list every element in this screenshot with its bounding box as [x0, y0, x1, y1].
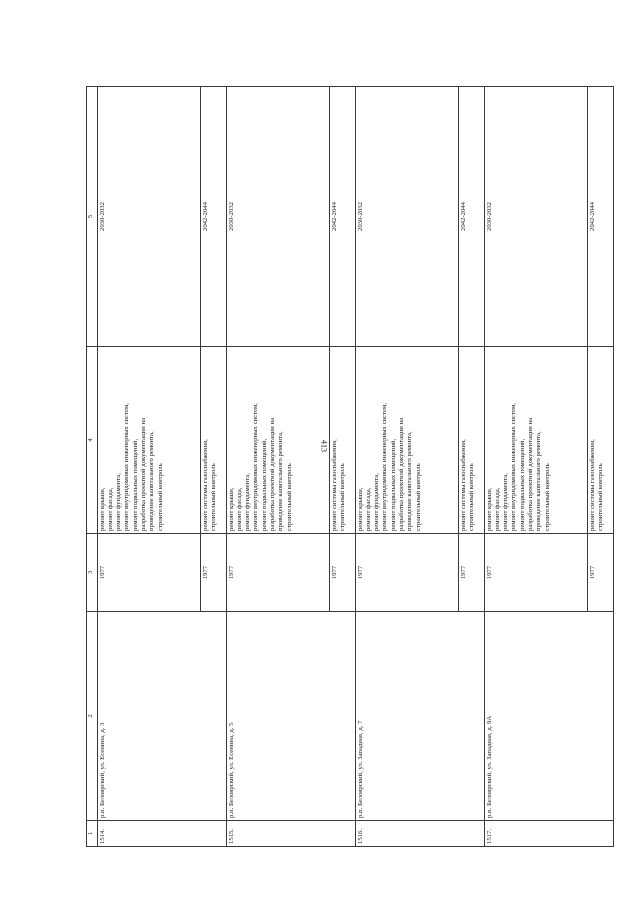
work-item: разработка проектной документации на — [269, 417, 277, 531]
work-item: ремонт крыши, — [227, 487, 235, 531]
work-item: строительный контроль — [156, 463, 164, 531]
work-item: ремонт фасада, — [235, 487, 243, 531]
header-col-2: 2 — [87, 612, 98, 821]
period-cell: 2030-2032 — [226, 87, 329, 347]
year-cell: 1977 — [587, 534, 613, 612]
table-row — [97, 87, 200, 847]
work-item: строительный контроль — [338, 463, 346, 531]
work-item: проведение капитального ремонта, — [277, 431, 285, 531]
work-item: ремонт подвальных помещений, — [260, 438, 268, 531]
period-cell: 2042-2044 — [200, 87, 226, 347]
period-cell: 2030-2032 — [484, 87, 587, 347]
header-col-3: 3 — [87, 534, 98, 612]
work-item: строительный контроль — [467, 463, 475, 531]
address-cell: р.п. Белоярский, ул. Западная, д. 9А — [484, 612, 613, 821]
work-item: ремонт внутридомовых инженерных систем, — [510, 403, 518, 531]
work-item: проведение капитального ремонта, — [406, 431, 414, 531]
header-col-1: 1 — [87, 821, 98, 847]
page-number: 413 — [319, 440, 329, 452]
work-item: ремонт фундамента, — [244, 473, 252, 531]
work-item: ремонт фасада, — [364, 487, 372, 531]
works-cell — [226, 347, 329, 534]
work-item: ремонт крыши, — [356, 487, 364, 531]
header-col-5: 5 — [87, 87, 98, 347]
year-cell: 1977 — [200, 534, 226, 612]
work-item: разработка проектной документации на — [398, 417, 406, 531]
table-row — [226, 87, 329, 847]
work-item: строительный контроль — [596, 463, 604, 531]
work-item: строительный контроль — [209, 463, 217, 531]
header-col-4: 4 — [87, 347, 98, 534]
work-item: ремонт системы газоснабжения, — [459, 439, 467, 531]
header-row — [87, 87, 98, 847]
work-item: ремонт фасада, — [106, 487, 114, 531]
work-item: ремонт внутридомовых инженерных систем, — [123, 403, 131, 531]
work-item: проведение капитального ремонта, — [535, 431, 543, 531]
work-item: ремонт системы газоснабжения, — [330, 439, 338, 531]
table-row — [484, 87, 587, 847]
work-item: строительный контроль — [543, 463, 551, 531]
work-item: проведение капитального ремонта, — [148, 431, 156, 531]
year-cell: 1977 — [226, 534, 329, 612]
works-cell — [200, 347, 226, 534]
row-number: 1514. — [97, 821, 226, 847]
works-cell — [587, 347, 613, 534]
table-row — [355, 87, 458, 847]
year-cell: 1977 — [458, 534, 484, 612]
repair-schedule-table — [86, 86, 614, 847]
row-number: 1516. — [355, 821, 484, 847]
works-cell — [97, 347, 200, 534]
work-item: строительный контроль — [285, 463, 293, 531]
year-cell: 1977 — [97, 534, 200, 612]
work-item: ремонт подвальных помещений, — [389, 438, 397, 531]
work-item: ремонт фундамента, — [115, 473, 123, 531]
work-item: ремонт фундамента, — [502, 473, 510, 531]
work-item: ремонт крыши, — [485, 487, 493, 531]
table-body — [97, 87, 613, 847]
address-cell: р.п. Белоярский, ул. Есенина, д. 3 — [97, 612, 226, 821]
row-number: 1517. — [484, 821, 613, 847]
row-number: 1515. — [226, 821, 355, 847]
works-cell — [484, 347, 587, 534]
address-cell: р.п. Белоярский, ул. Западная, д. 7 — [355, 612, 484, 821]
period-cell: 2042-2044 — [587, 87, 613, 347]
year-cell: 1977 — [329, 534, 355, 612]
table-header — [87, 87, 98, 847]
table-wrapper — [86, 87, 602, 847]
work-item: ремонт системы газоснабжения, — [588, 439, 596, 531]
address-cell: р.п. Белоярский, ул. Есенина, д. 5 — [226, 612, 355, 821]
period-cell: 2030-2032 — [355, 87, 458, 347]
work-item: ремонт подвальных помещений, — [131, 438, 139, 531]
work-item: ремонт внутридомовых инженерных систем, — [252, 403, 260, 531]
work-item: разработка проектной документации на — [527, 417, 535, 531]
work-item: ремонт системы газоснабжения, — [201, 439, 209, 531]
period-cell: 2042-2044 — [329, 87, 355, 347]
work-item: ремонт подвальных помещений, — [518, 438, 526, 531]
work-item: ремонт крыши, — [98, 487, 106, 531]
rotated-table-container — [86, 87, 602, 847]
work-item: ремонт внутридомовых инженерных систем, — [381, 403, 389, 531]
year-cell: 1977 — [355, 534, 458, 612]
works-cell — [458, 347, 484, 534]
period-cell: 2030-2032 — [97, 87, 200, 347]
work-item: разработка проектной документации на — [140, 417, 148, 531]
work-item: ремонт фасада, — [493, 487, 501, 531]
work-item: ремонт фундамента, — [373, 473, 381, 531]
period-cell: 2042-2044 — [458, 87, 484, 347]
works-cell — [355, 347, 458, 534]
work-item: строительный контроль — [414, 463, 422, 531]
works-cell — [329, 347, 355, 534]
year-cell: 1977 — [484, 534, 587, 612]
